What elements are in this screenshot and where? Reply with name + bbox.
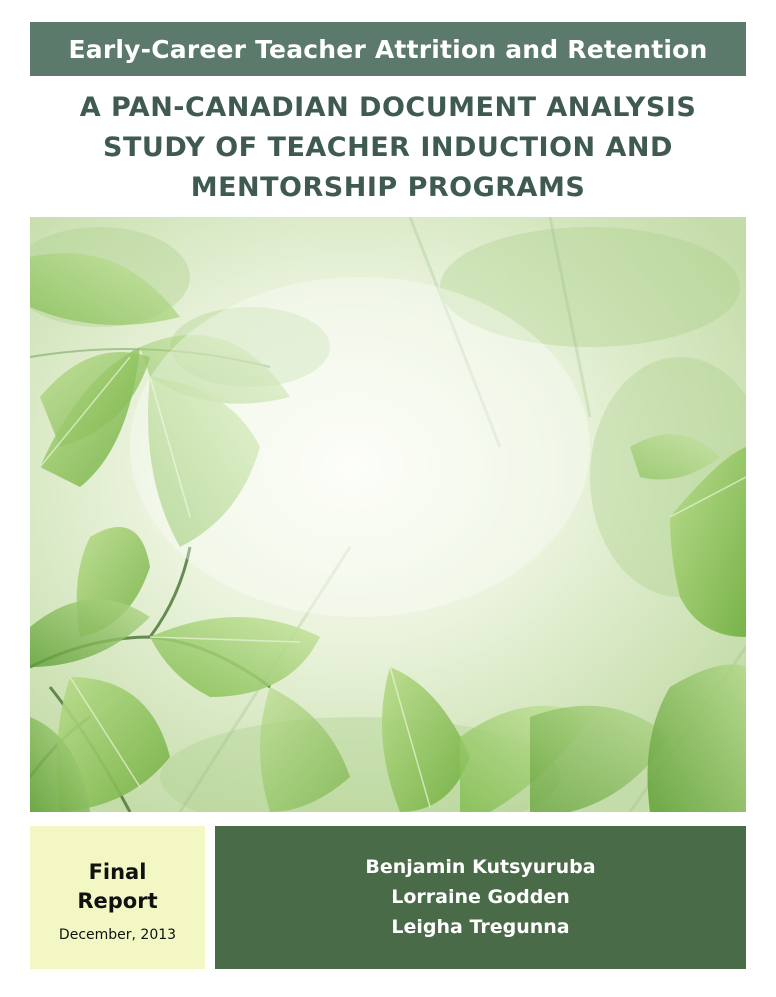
document-subtitle xyxy=(30,88,746,208)
authors-box xyxy=(215,826,746,969)
author-name: Benjamin Kutsyuruba xyxy=(365,856,596,878)
report-date: December, 2013 xyxy=(58,927,177,943)
leaves-illustration xyxy=(30,217,746,812)
author-name: Lorraine Godden xyxy=(391,886,570,908)
title-bar xyxy=(30,22,746,76)
report-type-line1: Final xyxy=(88,860,147,884)
document-title: Early-Career Teacher Attrition and Retention xyxy=(68,34,708,64)
author-name: Leigha Tregunna xyxy=(391,916,570,938)
report-info-box xyxy=(30,826,205,969)
cover-image-leaves xyxy=(30,217,746,812)
subtitle-line: STUDY OF TEACHER INDUCTION AND xyxy=(103,132,673,163)
subtitle-line: MENTORSHIP PROGRAMS xyxy=(190,172,586,203)
report-type-line2: Report xyxy=(77,889,158,913)
subtitle-line: A PAN-CANADIAN DOCUMENT ANALYSIS xyxy=(79,92,697,123)
